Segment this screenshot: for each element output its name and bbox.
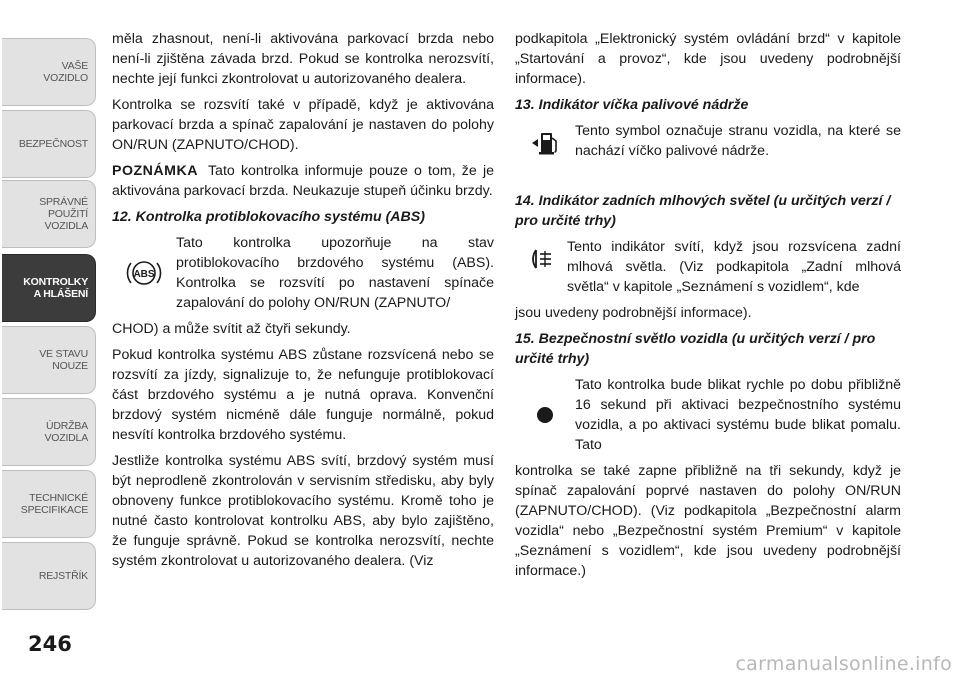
tab-rejstrik[interactable]: REJSTŘÍK xyxy=(2,542,96,610)
indicator-rear-fog xyxy=(515,237,901,303)
indicator-security-text: Tato kontrolka bude blikat rychle po dobu přibližně 16 sekund při aktivaci bezpečnostního systému vozidla, a po aktivaci systému bude blikat pomalu. Tato xyxy=(575,377,901,453)
security-light-icon xyxy=(515,375,575,455)
tab-spravne-pouziti[interactable]: SPRÁVNÉ POUŽITÍ VOZIDLA xyxy=(2,180,96,248)
indicator-fuel-door-text: Tento symbol označuje stranu vozidla, na které se nachází víčko palivové nádrže. xyxy=(575,123,901,159)
fuel-door-icon xyxy=(515,121,575,165)
paragraph: jsou uvedeny podrobnější informace). xyxy=(515,305,752,321)
watermark: carmanualsonline.info xyxy=(735,653,952,675)
tab-bezpecnost[interactable]: BEZPEČNOST xyxy=(2,110,96,178)
abs-warning-icon xyxy=(112,233,176,313)
tab-technicke-specifikace[interactable]: TECHNICKÉ SPECIFIKACE xyxy=(2,470,96,538)
indicator-rear-fog-text: Tento indikátor svítí, když jsou rozsvícena zadní mlhová světla. (Viz podkapitola „Zadní mlhová světla“ v kapitole „Seznámení s vozidlem“, kde xyxy=(567,239,901,295)
section-heading-14: 14. Indikátor zadních mlhových světel (u určitých verzí / pro určité trhy) xyxy=(515,193,891,229)
paragraph: Kontrolka se rozsvítí také v případě, když je aktivována parkovací brzda a spínač zapalování je nastaven do polohy ON/RUN (ZAPNUTO/CHOD). xyxy=(112,97,494,153)
page-number: 246 xyxy=(28,632,72,656)
left-column xyxy=(112,29,494,577)
section-heading-15: 15. Bezpečnostní světlo vozidla (u určitých verzí / pro určité trhy) xyxy=(515,331,876,367)
right-column xyxy=(515,29,901,587)
paragraph: podkapitola „Elektronický systém ovládání brzd“ v kapitole „Startování a provoz“, kde jsou uvedeny podrobnější informace). xyxy=(515,31,901,87)
paragraph: Pokud kontrolka systému ABS zůstane rozsvícená nebo se rozsvítí za jízdy, signalizuje to, že nefunguje protiblokovací část brzdového systému a je nutná oprava. Konvenční brzdový systém nicméně dále funguje normálně, pokud nesvítí kontrolka brzdového systému. xyxy=(112,347,494,443)
section-heading-13: 13. Indikátor víčka palivové nádrže xyxy=(515,97,749,113)
tab-udrzba-vozidla[interactable]: ÚDRŽBA VOZIDLA xyxy=(2,398,96,466)
rear-fog-light-icon xyxy=(515,237,567,281)
spacer xyxy=(515,167,901,191)
paragraph: kontrolka se také zapne přibližně na tři sekundy, když je spínač zapalování poprvé nastaven do polohy ON/RUN (ZAPNUTO/CHOD). (Viz podkapitola „Bezpečnostní alarm vozidla“ nebo „Bezpečnostní systém Premium“ v kapitole „Seznámení s vozidlem“, kde jsou uvedeny podrobnější informace.) xyxy=(515,463,901,579)
indicator-abs-text: Tato kontrolka upozorňuje na stav protiblokovacího brzdového systému (ABS). Kontrolka se rozsvítí po nastavení spínače zapalování do polohy ON/RUN (ZAPNUTO/ xyxy=(176,235,494,311)
tab-kontrolky-a-hlaseni[interactable]: KONTROLKY A HLÁŠENÍ xyxy=(2,254,96,322)
chapter-tabs xyxy=(0,0,98,678)
paragraph: měla zhasnout, není-li aktivována parkovací brzda nebo není-li zjištěna závada brzd. Pokud se kontrolka nerozsvítí, nechte její funkci zkontrolovat u autorizovaného dealera. xyxy=(112,31,494,87)
tab-vase-vozidlo[interactable]: VAŠE VOZIDLO xyxy=(2,38,96,106)
indicator-security xyxy=(515,375,901,461)
note-label: POZNÁMKA xyxy=(112,163,198,179)
note xyxy=(112,161,494,201)
paragraph: Jestliže kontrolka systému ABS svítí, brzdový systém musí být neprodleně zkontrolován v servisním středisku, aby byly obnoveny funkce protiblokovacího systému. Kromě toho je nutné často kontrolovat kontrolku ABS, aby bylo zajištěno, že funguje správně. Pokud se kontrolka nerozsvítí, nechte systém zkontrolovat u autorizovaného dealera. (Viz xyxy=(112,453,494,569)
note-text: Tato kontrolka informuje pouze o tom, že je aktivována parkovací brzda. Neukazuje stupeň účinku brzdy. xyxy=(112,163,494,199)
svg-text:ABS: ABS xyxy=(133,269,155,280)
tab-ve-stavu-nouze[interactable]: VE STAVU NOUZE xyxy=(2,326,96,394)
indicator-fuel-door xyxy=(515,121,901,167)
section-heading-12: 12. Kontrolka protiblokovacího systému (ABS) xyxy=(112,209,425,225)
paragraph: CHOD) a může svítit až čtyři sekundy. xyxy=(112,321,351,337)
indicator-abs xyxy=(112,233,494,319)
